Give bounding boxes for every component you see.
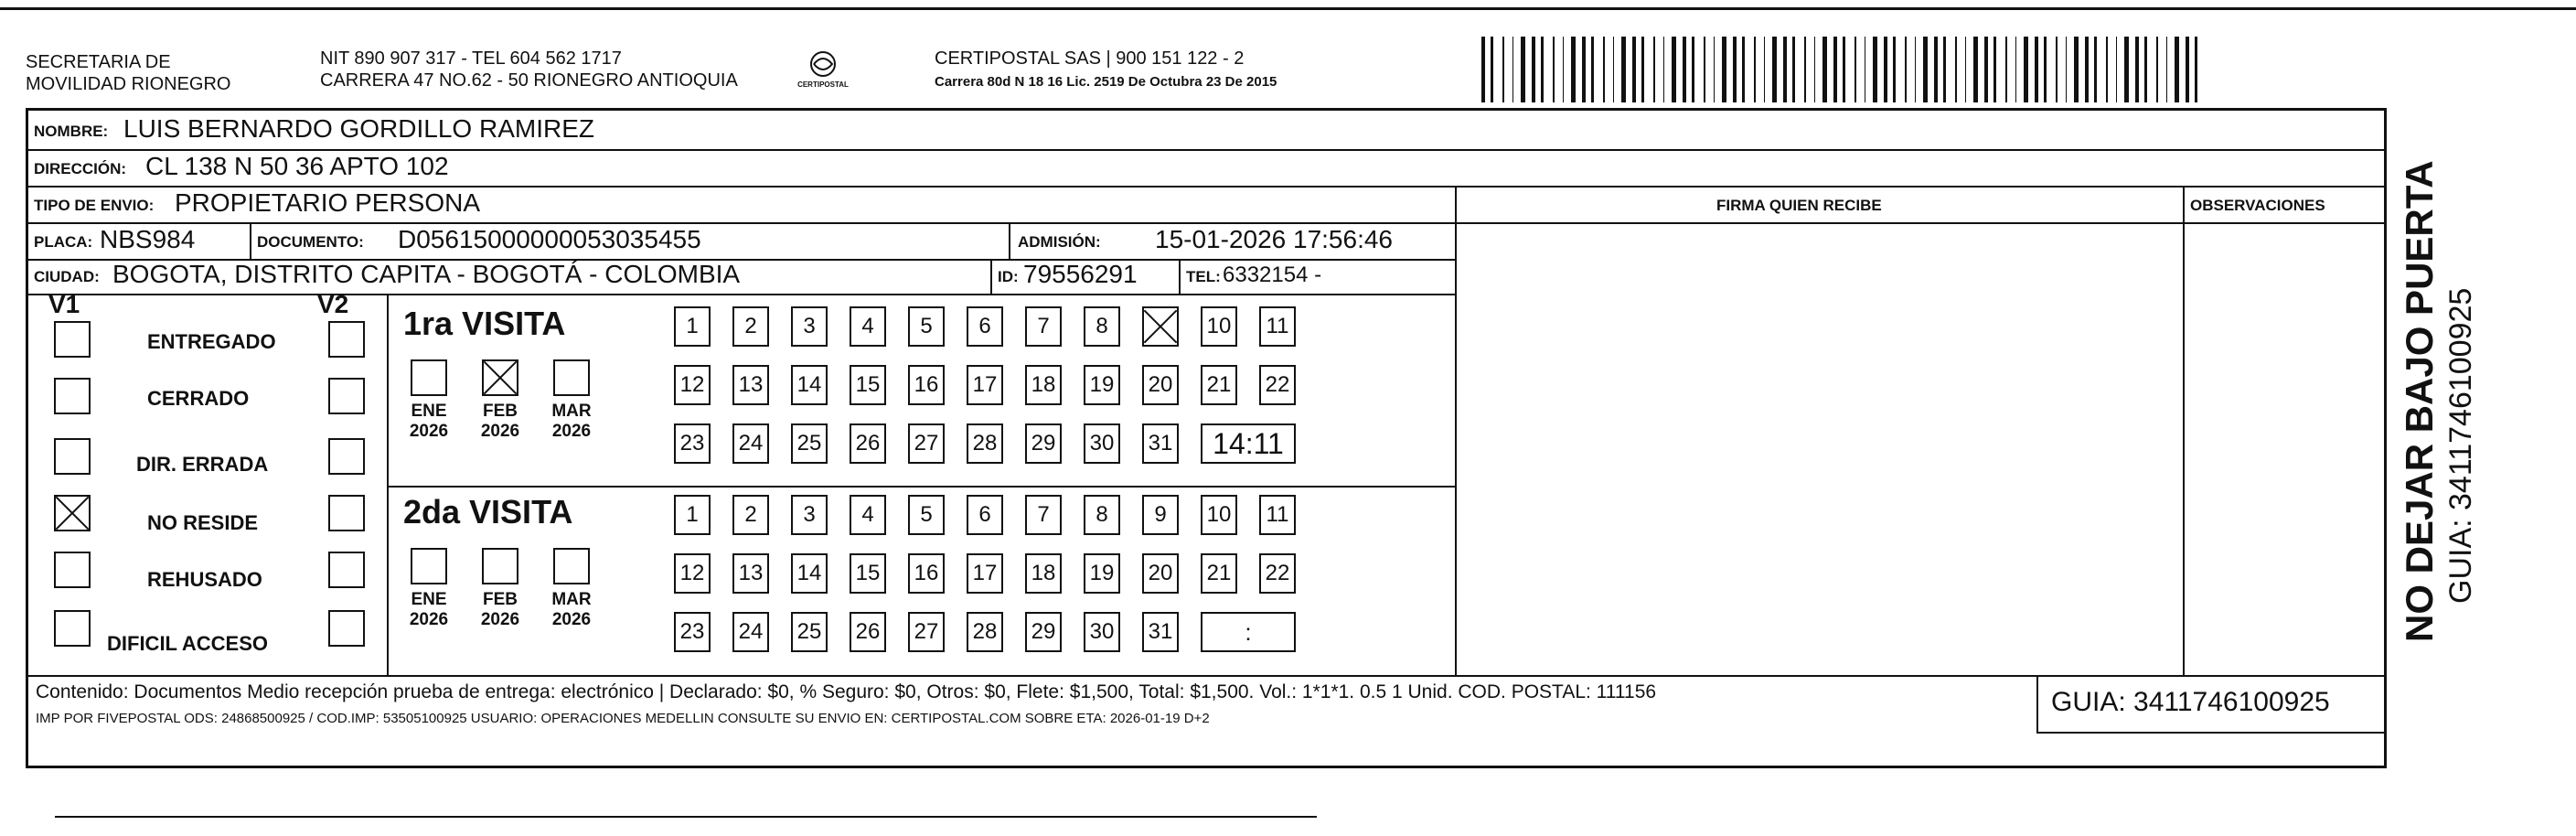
company-line-1: CERTIPOSTAL SAS | 900 151 122 - 2: [935, 48, 1245, 69]
second-visit-day-12[interactable]: 12: [674, 553, 711, 594]
second-visit-title: 2da VISITA: [403, 493, 573, 531]
first-visit-day-25[interactable]: 25: [791, 423, 828, 464]
v1-checkbox-dificil-acceso[interactable]: [54, 610, 91, 647]
second-visit-month-label: FEB: [483, 590, 518, 609]
v1-checkbox-entregado[interactable]: [54, 321, 91, 358]
first-visit-month-ene-checkbox[interactable]: [411, 359, 447, 396]
guia-box: GUIA: 3411746100925: [2051, 687, 2330, 717]
first-visit-month-mar-checkbox[interactable]: [553, 359, 590, 396]
first-visit-year-label: 2026: [551, 422, 592, 441]
second-visit-day-29[interactable]: 29: [1025, 612, 1062, 652]
second-visit-time-field[interactable]: :: [1201, 612, 1296, 652]
barcode: [1481, 37, 2204, 102]
shipping-form: [26, 108, 2387, 768]
company-line-2: Carrera 80d N 18 16 Lic. 2519 De Octubra 23 De 2015: [935, 74, 1277, 90]
second-visit-day-19[interactable]: 19: [1084, 553, 1120, 594]
second-visit-month-mar-checkbox[interactable]: [553, 548, 590, 584]
second-visit-day-24[interactable]: 24: [732, 612, 769, 652]
documento-label: DOCUMENTO:: [257, 233, 364, 251]
admision-value: 15-01-2026 17:56:46: [1155, 225, 1393, 253]
tel-value: 6332154 -: [1223, 263, 1322, 287]
first-visit-day-15[interactable]: 15: [850, 365, 886, 405]
first-visit-day-9[interactable]: [1142, 306, 1179, 347]
status-label-dificil-acceso: DIFICIL ACCESO: [107, 632, 269, 655]
v1-checkbox-rehusado[interactable]: [54, 552, 91, 588]
first-visit-day-1[interactable]: 1: [674, 306, 711, 347]
first-visit-day-11[interactable]: 11: [1259, 306, 1296, 347]
firma-label: FIRMA QUIEN RECIBE: [1716, 197, 1882, 214]
v2-checkbox-dificil-acceso[interactable]: [328, 610, 365, 647]
ciudad-value: BOGOTA, DISTRITO CAPITA - BOGOTÁ - COLOMBIA: [112, 260, 741, 288]
second-visit-day-15[interactable]: 15: [850, 553, 886, 594]
v2-checkbox-cerrado[interactable]: [328, 378, 365, 414]
id-value: 79556291: [1023, 260, 1138, 288]
second-visit-day-5[interactable]: 5: [908, 495, 945, 535]
nit-line-2: CARRERA 47 NO.62 - 50 RIONEGRO ANTIOQUIA: [320, 70, 738, 91]
first-visit-day-2[interactable]: 2: [732, 306, 769, 347]
second-visit-day-31[interactable]: 31: [1142, 612, 1179, 652]
first-visit-day-4[interactable]: 4: [850, 306, 886, 347]
first-visit-month-feb-checkbox[interactable]: [482, 359, 518, 396]
second-visit-day-8[interactable]: 8: [1084, 495, 1120, 535]
second-visit-year-label: 2026: [551, 610, 592, 629]
first-visit-day-26[interactable]: 26: [850, 423, 886, 464]
first-visit-day-7[interactable]: 7: [1025, 306, 1062, 347]
first-visit-day-24[interactable]: 24: [732, 423, 769, 464]
nombre-label: NOMBRE:: [34, 123, 109, 140]
direccion-value: CL 138 N 50 36 APTO 102: [145, 152, 449, 180]
v2-checkbox-no-reside[interactable]: [328, 495, 365, 531]
status-label-rehusado: REHUSADO: [147, 568, 262, 591]
status-label-no-reside: NO RESIDE: [147, 511, 259, 534]
id-label: ID:: [998, 268, 1019, 285]
second-visit-month-feb-checkbox[interactable]: [482, 548, 518, 584]
second-visit-month-label: ENE: [411, 590, 447, 609]
v1-checkbox-no-reside[interactable]: [54, 495, 91, 531]
second-visit-day-6[interactable]: 6: [967, 495, 1003, 535]
top-rule: [0, 7, 2576, 10]
status-label-entregado: ENTREGADO: [147, 330, 276, 353]
first-visit-month-label: ENE: [411, 402, 447, 421]
v2-checkbox-dir-errada[interactable]: [328, 438, 365, 475]
second-visit-day-13[interactable]: 13: [732, 553, 769, 594]
second-visit-day-9[interactable]: 9: [1142, 495, 1179, 535]
first-visit-month-label: MAR: [551, 402, 592, 421]
observaciones-label: OBSERVACIONES: [2190, 197, 2325, 214]
first-visit-day-19[interactable]: 19: [1084, 365, 1120, 405]
status-label-dir-errada: DIR. ERRADA: [136, 453, 269, 476]
second-visit-day-7[interactable]: 7: [1025, 495, 1062, 535]
second-visit-day-26[interactable]: 26: [850, 612, 886, 652]
v2-checkbox-rehusado[interactable]: [328, 552, 365, 588]
tel-label: TEL:: [1186, 268, 1221, 285]
contenido-text: Contenido: Documentos Medio recepción prueba de entrega: electrónico | Declarado: $0, % Seguro: $0, Otros: $0, Flete: $1,500, Total: $1,500. Vol.: 1*1*1. 0.5 1 Unid. COD. POSTAL: 111156: [36, 681, 1657, 702]
first-visit-day-20[interactable]: 20: [1142, 365, 1179, 405]
second-visit-day-4[interactable]: 4: [850, 495, 886, 535]
v1-heading: V1: [48, 290, 80, 318]
first-visit-day-13[interactable]: 13: [732, 365, 769, 405]
first-visit-year-label: 2026: [480, 422, 520, 441]
second-visit-day-23[interactable]: 23: [674, 612, 711, 652]
first-visit-year-label: 2026: [409, 422, 449, 441]
first-visit-day-16[interactable]: 16: [908, 365, 945, 405]
second-visit-day-3[interactable]: 3: [791, 495, 828, 535]
first-visit-day-28[interactable]: 28: [967, 423, 1003, 464]
first-visit-day-14[interactable]: 14: [791, 365, 828, 405]
ciudad-label: CIUDAD:: [34, 268, 100, 285]
second-visit-year-label: 2026: [409, 610, 449, 629]
bottom-rule: [55, 816, 1317, 818]
first-visit-day-23[interactable]: 23: [674, 423, 711, 464]
first-visit-day-30[interactable]: 30: [1084, 423, 1120, 464]
first-visit-day-31[interactable]: 31: [1142, 423, 1179, 464]
v1-checkbox-cerrado[interactable]: [54, 378, 91, 414]
second-visit-day-28[interactable]: 28: [967, 612, 1003, 652]
side-warning: NO DEJAR BAJO PUERTA: [2398, 160, 2441, 642]
first-visit-title: 1ra VISITA: [403, 305, 566, 342]
certipostal-logo: [786, 49, 860, 97]
first-visit-day-5[interactable]: 5: [908, 306, 945, 347]
second-visit-day-11[interactable]: 11: [1259, 495, 1296, 535]
first-visit-time-field[interactable]: 14:11: [1201, 423, 1296, 464]
first-visit-day-21[interactable]: 21: [1201, 365, 1237, 405]
status-label-cerrado: CERRADO: [147, 387, 250, 410]
nit-line-1: NIT 890 907 317 - TEL 604 562 1717: [320, 48, 622, 69]
second-visit-year-label: 2026: [480, 610, 520, 629]
sender-line-1: SECRETARIA DE: [26, 52, 171, 72]
side-guia: GUIA: 3411746100925: [2443, 287, 2478, 604]
direccion-label: DIRECCIÓN:: [34, 160, 127, 177]
first-visit-day-8[interactable]: 8: [1084, 306, 1120, 347]
placa-label: PLACA:: [34, 233, 93, 251]
nombre-value: LUIS BERNARDO GORDILLO RAMIREZ: [123, 114, 594, 143]
second-visit-day-20[interactable]: 20: [1142, 553, 1179, 594]
first-visit-day-27[interactable]: 27: [908, 423, 945, 464]
second-visit-day-10[interactable]: 10: [1201, 495, 1237, 535]
first-visit-day-29[interactable]: 29: [1025, 423, 1062, 464]
logo-caption: CERTIPOSTAL: [797, 80, 849, 89]
second-visit-day-2[interactable]: 2: [732, 495, 769, 535]
second-visit-day-1[interactable]: 1: [674, 495, 711, 535]
second-visit-day-16[interactable]: 16: [908, 553, 945, 594]
first-visit-month-label: FEB: [483, 402, 518, 421]
second-visit-month-ene-checkbox[interactable]: [411, 548, 447, 584]
placa-value: NBS984: [100, 225, 196, 253]
tipo-envio-label: TIPO DE ENVIO:: [34, 197, 155, 214]
second-visit-day-21[interactable]: 21: [1201, 553, 1237, 594]
second-visit-day-14[interactable]: 14: [791, 553, 828, 594]
first-visit-day-6[interactable]: 6: [967, 306, 1003, 347]
second-visit-day-25[interactable]: 25: [791, 612, 828, 652]
first-visit-day-18[interactable]: 18: [1025, 365, 1062, 405]
second-visit-day-30[interactable]: 30: [1084, 612, 1120, 652]
second-visit-day-22[interactable]: 22: [1259, 553, 1296, 594]
second-visit-month-label: MAR: [551, 590, 592, 609]
second-visit-day-17[interactable]: 17: [967, 553, 1003, 594]
documento-value: D05615000000053035455: [398, 225, 701, 253]
certipostal-logo-icon: [786, 49, 860, 97]
imp-text: IMP POR FIVEPOSTAL ODS: 24868500925 / COD.IMP: 53505100925 USUARIO: OPERACIONES MEDELLIN CONSULTE SU ENVIO EN: CERTIPOSTAL.COM SOBRE ETA: 2026-01-19 D+2: [36, 711, 1210, 726]
first-visit-day-17[interactable]: 17: [967, 365, 1003, 405]
v2-heading: V2: [317, 290, 349, 318]
first-visit-day-10[interactable]: 10: [1201, 306, 1237, 347]
first-visit-day-3[interactable]: 3: [791, 306, 828, 347]
v1-checkbox-dir-errada[interactable]: [54, 438, 91, 475]
second-visit-day-18[interactable]: 18: [1025, 553, 1062, 594]
first-visit-day-22[interactable]: 22: [1259, 365, 1296, 405]
first-visit-day-12[interactable]: 12: [674, 365, 711, 405]
v2-checkbox-entregado[interactable]: [328, 321, 365, 358]
admision-label: ADMISIÓN:: [1018, 233, 1101, 251]
second-visit-day-27[interactable]: 27: [908, 612, 945, 652]
tipo-envio-value: PROPIETARIO PERSONA: [175, 188, 480, 217]
sender-line-2: MOVILIDAD RIONEGRO: [26, 74, 231, 94]
